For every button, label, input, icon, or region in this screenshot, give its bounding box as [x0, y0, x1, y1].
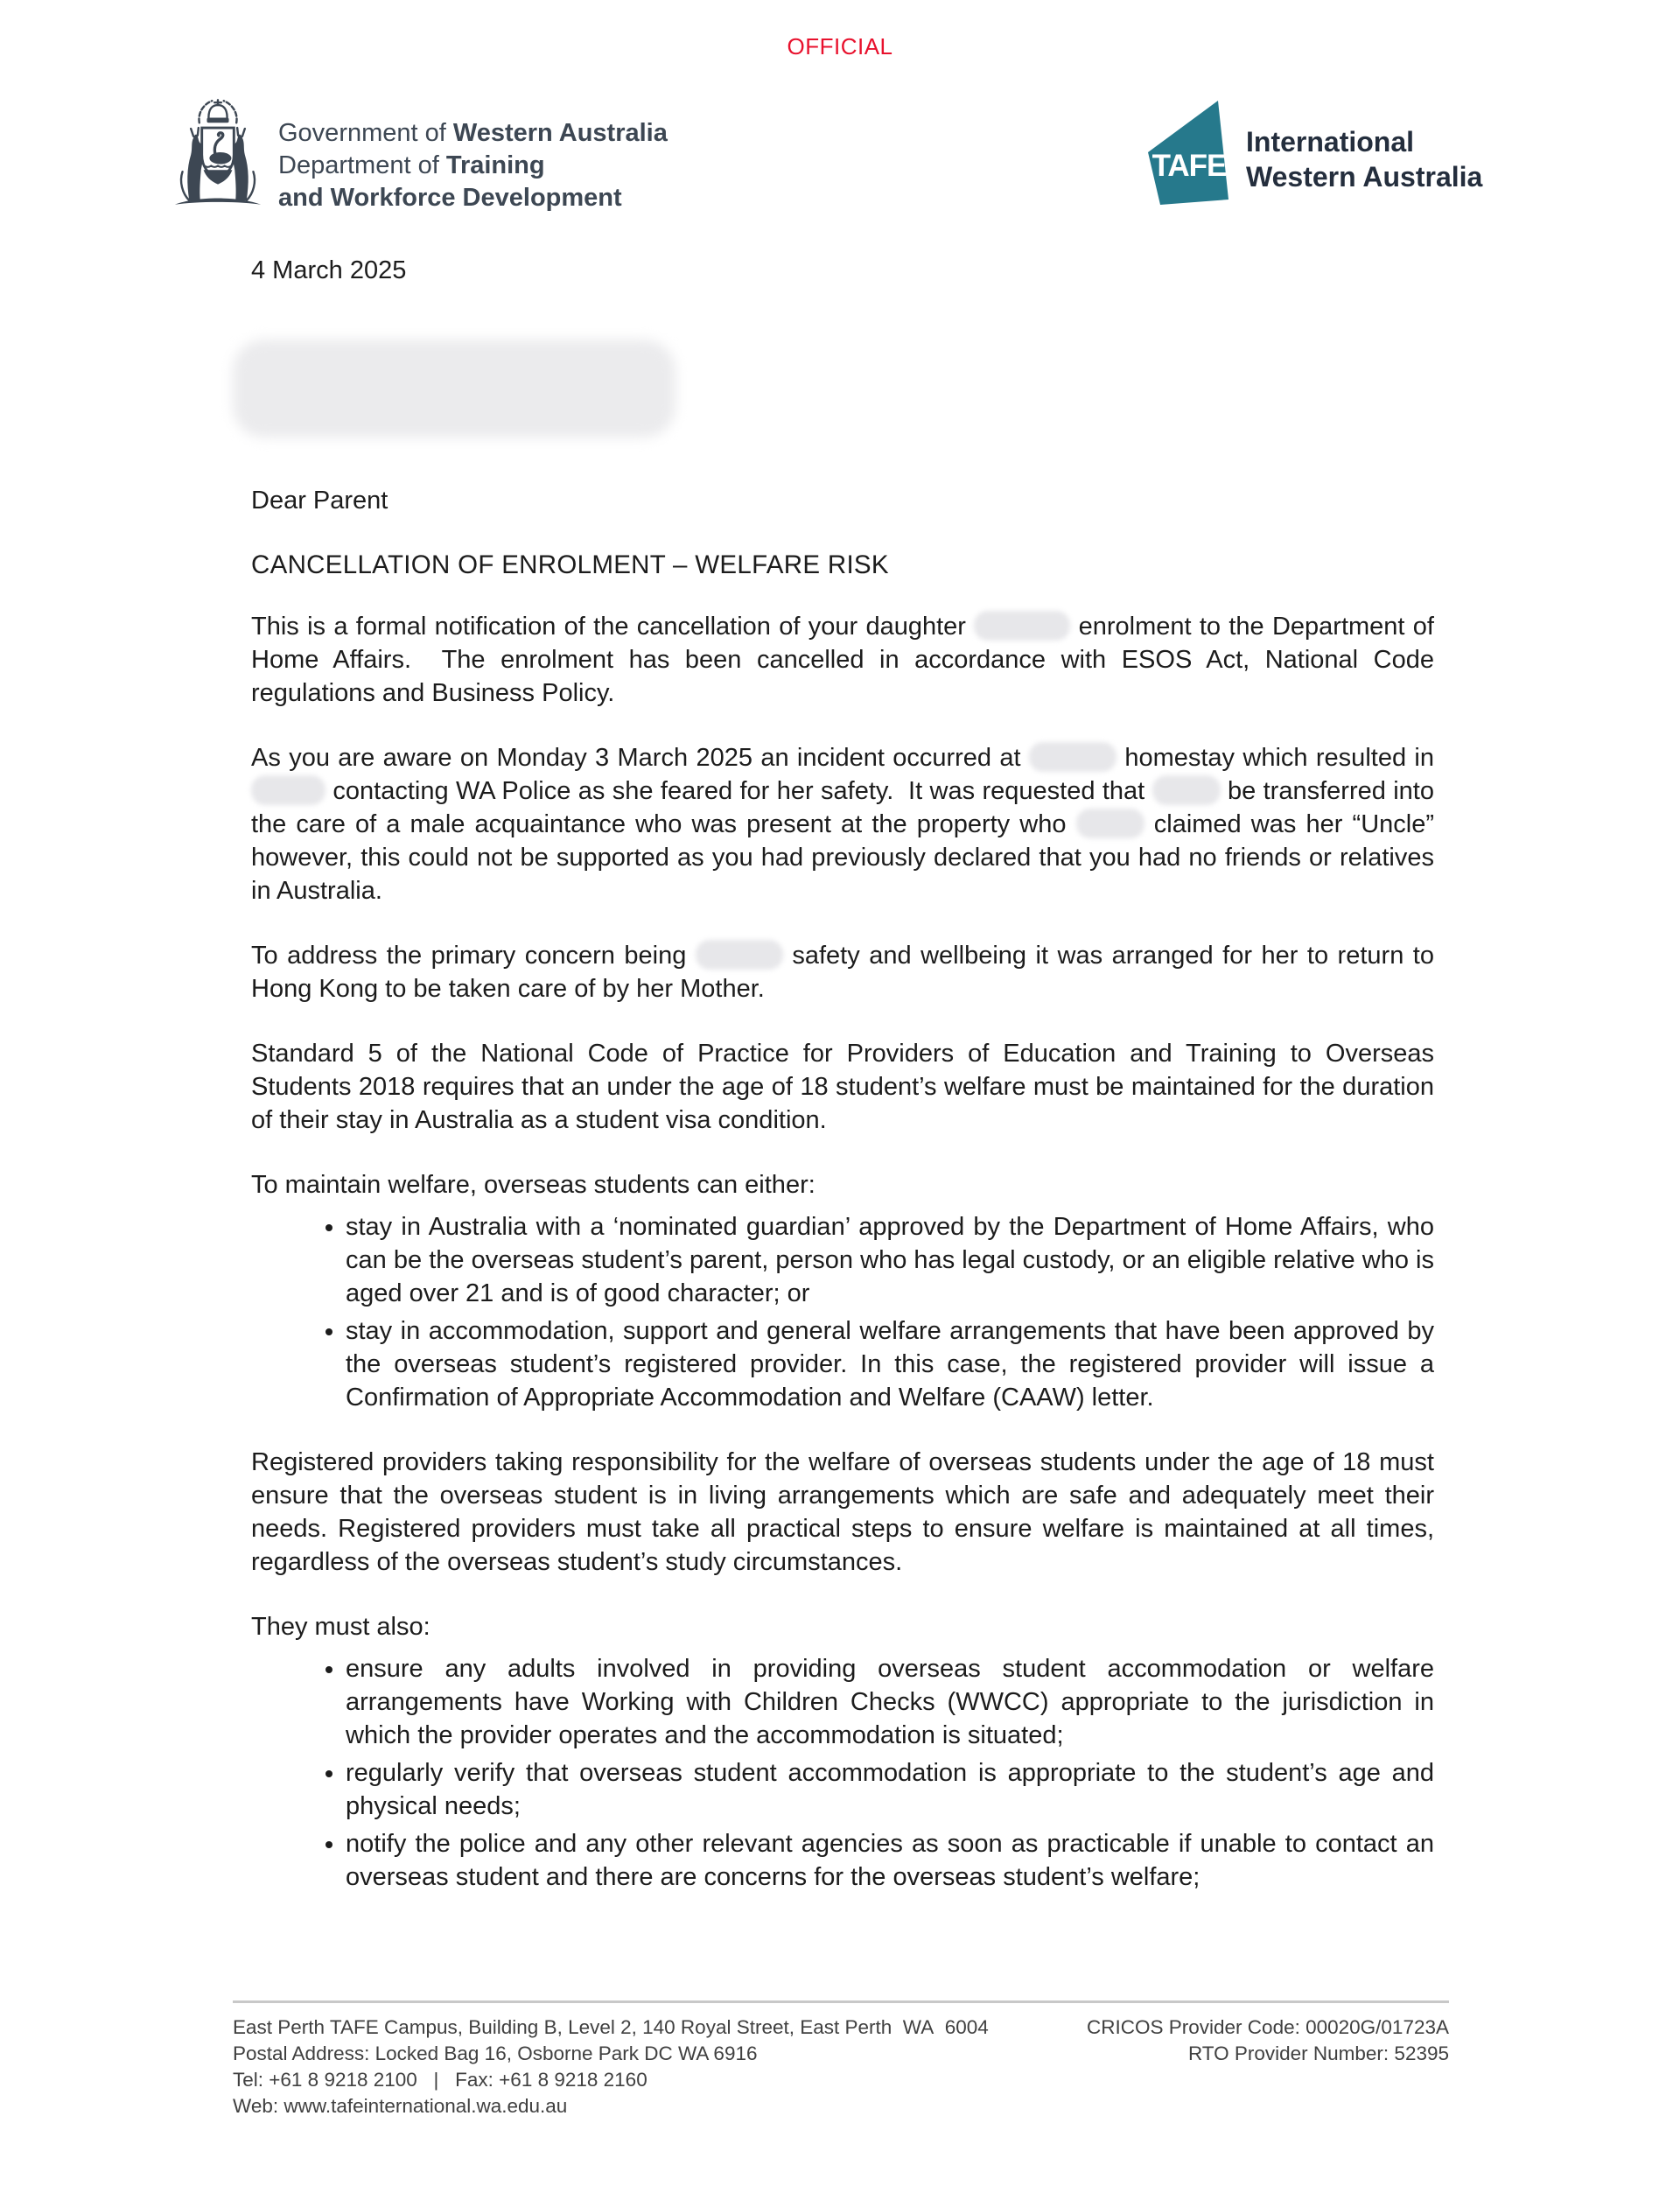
gov-line-2: Department of Training: [278, 151, 545, 179]
gov-line-1: Government of Western Australia: [278, 119, 668, 147]
inline-redaction: [1029, 742, 1116, 772]
list-intro: To maintain welfare, overseas students can either:: [251, 1171, 816, 1199]
inline-redaction: [251, 775, 326, 805]
list-intro: They must also:: [251, 1613, 430, 1641]
footer-phone-fax: Tel: +61 8 9218 2100 | Fax: +61 8 9218 2160: [233, 2069, 648, 2091]
tafe-wordmark-line-1: International: [1246, 126, 1415, 158]
official-classification-label: OFFICIAL: [787, 33, 893, 60]
tafe-pentagon-logo-icon: [1148, 98, 1228, 205]
bullet-list: [251, 1210, 1434, 1414]
body-paragraph: Standard 5 of the National Code of Practice for Providers of Education and Training to Overseas Students 2018 requires that an under the age of 18 student’s welfare must be maintained for the duration of their stay in Australia as a student visa condition.: [251, 1040, 1434, 1134]
footer-campus-address: East Perth TAFE Campus, Building B, Level 2, 140 Royal Street, East Perth WA 6004: [233, 2016, 989, 2038]
footer-divider: [233, 2000, 1449, 2003]
gov-line-3: and Workforce Development: [278, 184, 622, 212]
list-item: • stay in Australia with a ‘nominated guardian’ approved by the Department of Home Affairs, who can be the overseas student’s parent, person who has legal custody, or an eligible relative who is aged over 21 and is of good character; or: [346, 1210, 1434, 1310]
inline-redaction: [1152, 775, 1221, 805]
redacted-recipient-address-block: [233, 340, 676, 438]
body-paragraph: This is a formal notification of the cancellation of your daughter enrolment to the Department of Home Affairs. The enrolment has been cancelled in accordance with ESOS Act, National Code regulations and Business Policy.: [251, 613, 1434, 707]
list-item: • notify the police and any other relevant agencies as soon as practicable if unable to contact an overseas student and there are concerns for the overseas student’s welfare;: [346, 1827, 1434, 1894]
body-paragraph: To address the primary concern being safety and wellbeing it was arranged for her to return to Hong Kong to be taken care of by her Mother.: [251, 942, 1434, 1003]
bullet-list: [251, 1652, 1434, 1894]
tafe-logo-wordmark: [1246, 124, 1482, 194]
list-item: • stay in accommodation, support and general welfare arrangements that have been approved by the overseas student’s registered provider. In this case, the registered provider will issue a Confirmation of Appropriate Accommodation and Welfare (CAAW) letter.: [346, 1314, 1434, 1414]
footer-address-block: [233, 2014, 989, 2119]
tafe-logo-text: TAFE: [1152, 149, 1227, 183]
list-item: • regularly verify that overseas student accommodation is appropriate to the student’s age and physical needs;: [346, 1756, 1434, 1823]
salutation: Dear Parent: [251, 487, 388, 515]
government-letterhead-text: [278, 117, 668, 214]
inline-redaction: [1076, 809, 1144, 838]
government-letterhead: [172, 93, 668, 214]
body-paragraph: As you are aware on Monday 3 March 2025 an incident occurred at homestay which resulted in contacting WA Police as she feared for her safety. It was requested that be transferred into the care of a male acquaintance who was present at the property who claimed was her “Uncle” however, this could not be supported as you had previously declared that you had no friends or relatives in Australia.: [251, 744, 1434, 905]
letter-body: [251, 610, 1434, 1925]
footer-rto-number: RTO Provider Number: 52395: [1187, 2042, 1449, 2064]
subject-line: CANCELLATION OF ENROLMENT – WELFARE RISK: [251, 550, 889, 579]
inline-redaction: [696, 940, 783, 970]
footer-cricos-code: CRICOS Provider Code: 00020G/01723A: [1087, 2016, 1449, 2038]
body-paragraph: Registered providers taking responsibility for the welfare of overseas students under the age of 18 must ensure that the overseas student is in living arrangements which are safe and adequately meet their needs. Registered providers must take all practical steps to ensure welfare is maintained at all times, regardless of the overseas student’s study circumstances.: [251, 1448, 1434, 1576]
letter-date: 4 March 2025: [251, 256, 407, 284]
footer-website: Web: www.tafeinternational.wa.edu.au: [233, 2095, 568, 2117]
inline-redaction: [974, 611, 1070, 641]
wa-coat-of-arms-icon: [172, 93, 264, 214]
footer-postal-address: Postal Address: Locked Bag 16, Osborne Park DC WA 6916: [233, 2042, 758, 2064]
tafe-wordmark-line-2: Western Australia: [1246, 161, 1483, 193]
footer-provider-codes: [1087, 2014, 1449, 2119]
tafe-international-logo: [1148, 98, 1482, 205]
list-item: • ensure any adults involved in providing overseas student accommodation or welfare arrangements have Working with Children Checks (WWCC) appropriate to the jurisdiction in which the provider operates and the accommodation is situated;: [346, 1652, 1434, 1752]
footer: [233, 2014, 1449, 2119]
